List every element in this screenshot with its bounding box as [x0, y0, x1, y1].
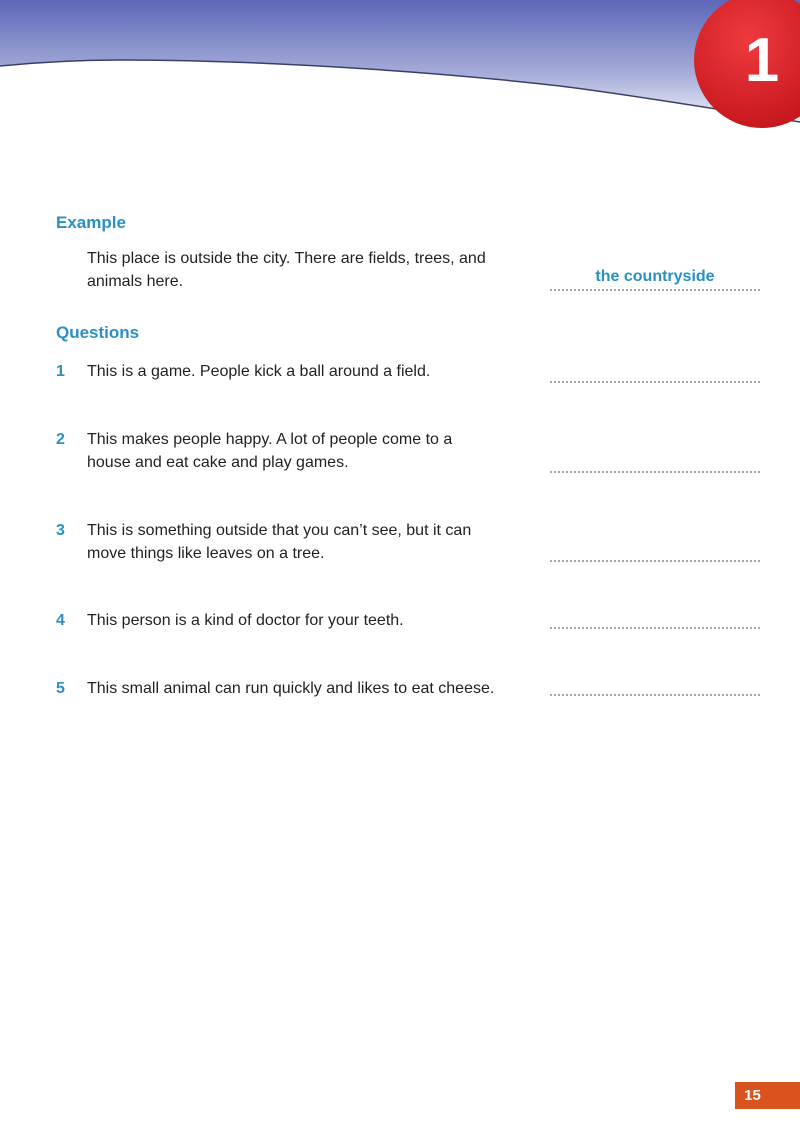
question-number: 5: [56, 680, 65, 697]
questions-heading: Questions: [56, 323, 140, 342]
example-answer: the countryside: [595, 268, 715, 285]
question-number: 2: [56, 431, 65, 448]
question-number: 3: [56, 522, 65, 539]
example-heading: Example: [56, 213, 126, 232]
answer-line-2[interactable]: [550, 471, 760, 473]
question-text: This makes people happy. A lot of people come to a house and eat cake and play games.: [87, 431, 453, 471]
answer-line-4[interactable]: [550, 627, 760, 629]
answer-line-3[interactable]: [550, 560, 760, 562]
question-text: This is something outside that you can’t see, but it can move things like leaves on a tree.: [87, 522, 472, 562]
question-text: This is a game. People kick a ball around a field.: [87, 363, 431, 380]
page-number: 15: [744, 1087, 761, 1104]
question-number: 4: [56, 612, 65, 629]
header-banner: [0, 0, 800, 140]
answer-line-5[interactable]: [550, 694, 760, 696]
example-answer-line: [550, 289, 760, 291]
question-text: This small animal can run quickly and likes to eat cheese.: [87, 680, 495, 697]
answer-line-1[interactable]: [550, 381, 760, 383]
page-number-box: [735, 1082, 800, 1109]
question-text: This person is a kind of doctor for your teeth.: [87, 612, 404, 629]
unit-number: 1: [744, 26, 780, 95]
example-text: This place is outside the city. There are fields, trees, and animals here.: [87, 250, 486, 290]
question-number: 1: [56, 363, 65, 380]
